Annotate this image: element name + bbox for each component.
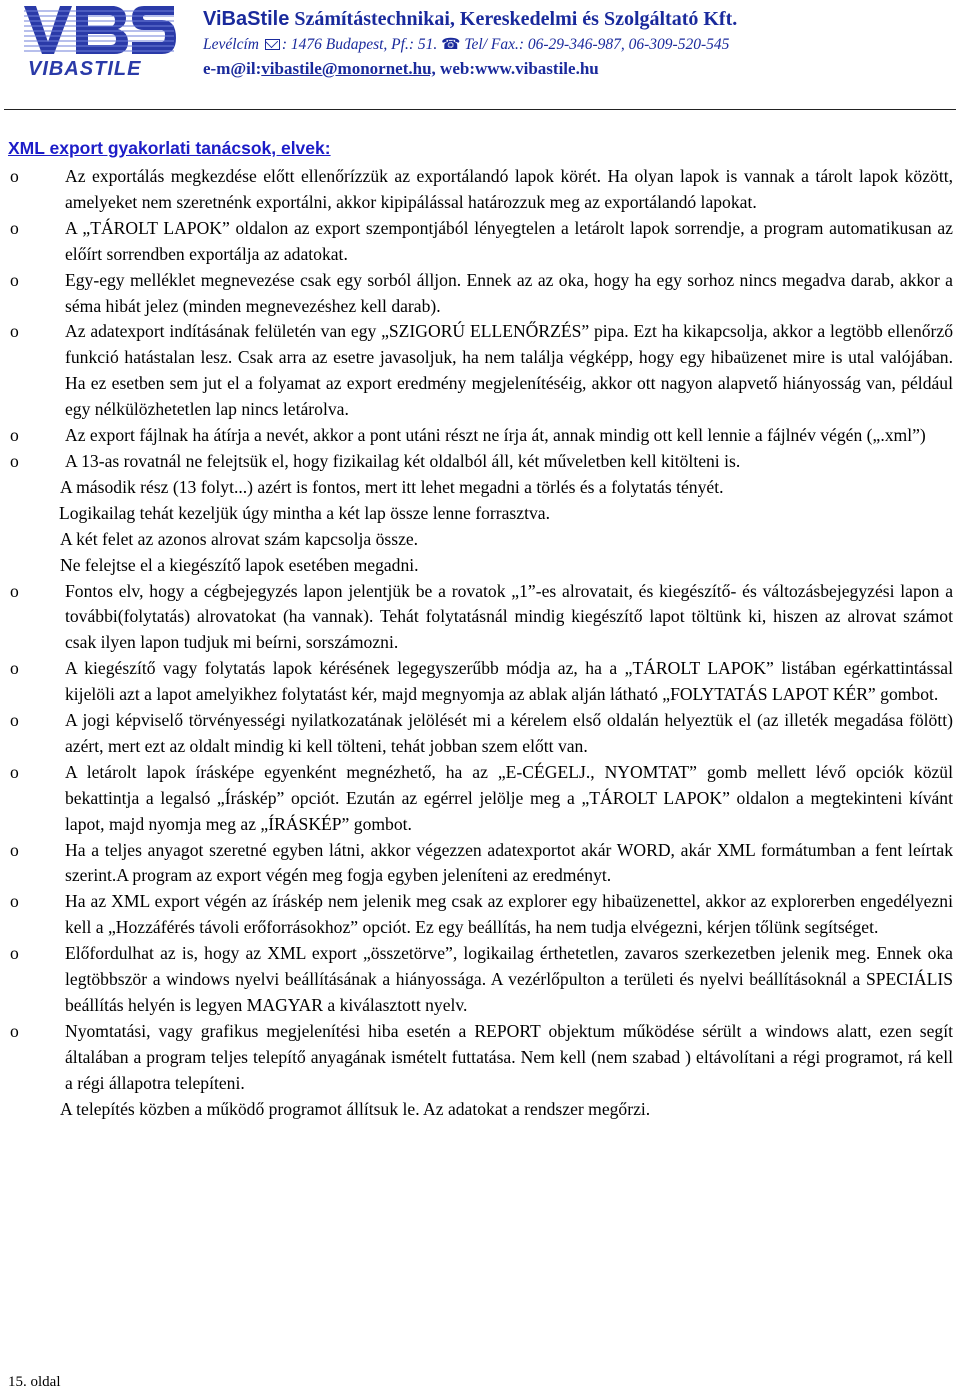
svg-text:VIBASTILE: VIBASTILE: [28, 58, 142, 80]
phone-icon: ☎: [441, 36, 461, 53]
document-body: [8, 138, 953, 1123]
letterhead: [0, 0, 960, 112]
list-item-text: Az exportálás megkezdése előtt ellenőrízzük az exportálandó lapok körét. Ha olyan lapok is vannak a tárolt lapok között, amelyeket nem szeretnénk exportálni, akkor kipipálással határozzuk meg az exportálandó lapokat.: [65, 166, 953, 212]
list-item-text: Az export fájlnak ha átírja a nevét, akkor a pont utáni részt ne írja át, annak mindig ott kell lennie a fájlnév végén („.xml”): [65, 425, 926, 446]
list-item: [8, 449, 953, 475]
bullet-marker: o: [10, 891, 19, 912]
list-item-text: Ha az XML export végén az íráskép nem jelenik meg csak az explorer egy hibaüzenettel, akkor az explorerben engedélyezni kell a „Hozzáférés távoli erőforrásokhoz” opciót. Ez egy beállítás, ha nem tudja elvégezni, kérjen tőlünk segítséget.: [65, 891, 953, 938]
list-item: [8, 656, 953, 708]
list-item-text: A „TÁROLT LAPOK” oldalon az export szempontjából lényegtelen a letárolt lapok sorrendje, a program automatikusan az előírt sorrendben exportálja az adatokat.: [65, 217, 953, 264]
bullet-marker: o: [10, 425, 19, 446]
bullet-marker: o: [10, 761, 19, 782]
contact-line: e-m@il:vibastile@monornet.hu, web:www.vibastile.hu: [203, 59, 599, 78]
list-item-text: Az adatexport indításának felületén van egy „SZIGORÚ ELLENŐRZÉS” pipa. Ezt ha kikapcsolja, akkor a legtöbb ellenőrző funkció hatástalan lesz. Csak arra az esetre javasoljuk, ha nem találja végképp, hogy egy hibaüzenet mire is utal valójában. Ha ez esetben sem jut el a folyamat az export eredmény megjelenítéséig, akkor ott nagyon alapvető hiányosság van, például egy nélkülözhetetlen lap nincs letárolva.: [65, 321, 953, 420]
envelope-icon: [265, 39, 280, 50]
list-item: [8, 423, 953, 449]
list-item: [8, 838, 953, 890]
bullet-marker: o: [10, 1020, 19, 1041]
section-title: XML export gyakorlati tanácsok, elvek:: [8, 138, 331, 158]
header-divider: [4, 109, 956, 110]
brand-name: ViBaStile: [203, 8, 290, 30]
tips-list-continued: [8, 579, 953, 1097]
list-item-text: Fontos elv, hogy a cégbejegyzés lapon jelentjük be a rovatok „1”-es alrovatait, és kiegészítő- és változásbejegyzési lapon a további(folytatás) alrovatokat (ha vannak). Tehát folytatásnál mindig kiegészítő lapot töltünk ki, hiszen az alrovat számot csak ilyen lapon tudjuk mi beírni, sorszámozni.: [65, 580, 953, 653]
continuation-line: Ne felejtse el a kiegészítő lapok esetében megadni.: [60, 554, 419, 575]
list-item: [8, 708, 953, 760]
bullet-marker: o: [10, 217, 19, 238]
bullet-marker: o: [10, 166, 19, 186]
bullet-marker: o: [10, 658, 19, 679]
list-item: [8, 1019, 953, 1097]
bullet-marker: o: [10, 269, 19, 290]
list-item-text: Előfordulhat az is, hogy az XML export „összetörve”, logikailag érthetetlen, zavaros szerkezetben jelenik meg. Ennek oka legtöbbször a windows nyelvi beállításának a hiányossága. A vezérlőpulton a területi és nyelvi beállításoknál a SPECIÁLIS beállítás helyén is legyen MAGYAR a kiválasztott nyelv.: [65, 943, 953, 1015]
email-link[interactable]: vibastile@monornet.hu,: [261, 59, 436, 78]
postal-address: Levélcím : 1476 Budapest, Pf.: 51. ☎ Tel/ Fax.: 06-29-346-987, 06-309-520-545: [203, 36, 730, 53]
list-item-text: A 13-as rovatnál ne felejtsük el, hogy fizikailag két oldalból áll, két műveletben kell kitölteni is.: [65, 450, 741, 471]
continuation-line: A két felet az azonos alrovat szám kapcsolja össze.: [60, 528, 419, 549]
company-name: ViBaStile Számítástechnikai, Kereskedelmi és Szolgáltató Kft.: [203, 8, 738, 30]
list-item: [8, 216, 953, 268]
list-item-text: Nyomtatási, vagy grafikus megjelenítési hiba esetén a REPORT objektum működése sérült a windows alatt, ezen segít általában a program teljes telepítő anyagának ismételt futtatása. Nem kell (nem szabad ) eltávolítani a régi programot, rá kell a régi állapotra telepíteni.: [65, 1020, 953, 1093]
list-item-text: Ha a teljes anyagot szeretné egyben látni, akkor végezzen adatexportot akár WORD, akár XML formátumban a fent leírtak szerint.A program az export végén meg fogja egyben jeleníteni az eredményt.: [65, 839, 953, 886]
web-address: web:www.vibastile.hu: [435, 59, 599, 78]
list-item-text: A kiegészítő vagy folytatás lapok kérésének legegyszerűbb módja az, ha a „TÁROLT LAPOK” listában egérkattintással kijelöli azt a lapot amelyikhez folytatást kér, majd megnyomja az ablak alján látható „FOLYTATÁS LAPOT KÉR” gombot.: [65, 658, 953, 705]
bullet-marker: o: [10, 839, 19, 860]
company-info: [203, 8, 953, 79]
list-item: [8, 579, 953, 657]
list-item: [8, 941, 953, 1019]
bullet-marker: o: [10, 321, 19, 342]
continuation-line: Logikailag tehát kezeljük úgy mintha a két lap össze lenne forrasztva.: [59, 502, 550, 523]
continuation-line: A második rész (13 folyt...) azért is fontos, mert itt lehet megadni a törlés és a folytatás tényét.: [60, 476, 724, 497]
list-item: [8, 319, 953, 423]
list-item: [8, 760, 953, 838]
continuation-line: A telepítés közben a működő programot állítsuk le. Az adatokat a rendszer megőrzi.: [60, 1098, 651, 1119]
list-item-text: A jogi képviselő törvényességi nyilatkozatának jelölését mi a kérelem első oldalán helyeztük el (az illeték megadása fölött) azért, mert ezt az oldalt mindig ki kell tölteni, tehát jobban szem előtt van.: [65, 710, 953, 756]
list-item: [8, 164, 953, 216]
bullet-marker: o: [10, 580, 19, 601]
bullet-marker: o: [10, 943, 19, 964]
bullet-marker: o: [10, 450, 19, 471]
page-number: 15. oldal: [8, 1374, 61, 1390]
vibastile-logo: [22, 2, 178, 80]
list-item-text: A letárolt lapok írásképe egyenként megnézhető, ha az „E-CÉGELJ., NYOMTAT” gomb mellett lévő opciók közül bekattintja a legalsó „Íráskép” opciót. Ezután az egérrel jelölje meg a „TÁROLT LAPOK” oldalon a megtekinteni kívánt lapot, majd nyomja meg az „ÍRÁSKÉP” gombot.: [65, 761, 953, 834]
list-item: [8, 889, 953, 941]
tips-list: [8, 164, 953, 475]
list-item: [8, 268, 953, 320]
list-item-text: Egy-egy melléklet megnevezése csak egy sorból álljon. Ennek az az oka, hogy ha egy sorhoz nincs megadva darab, akkor a séma hibát jelez (minden megnevezéshez kell darab).: [65, 269, 953, 316]
bullet-marker: o: [10, 710, 19, 731]
